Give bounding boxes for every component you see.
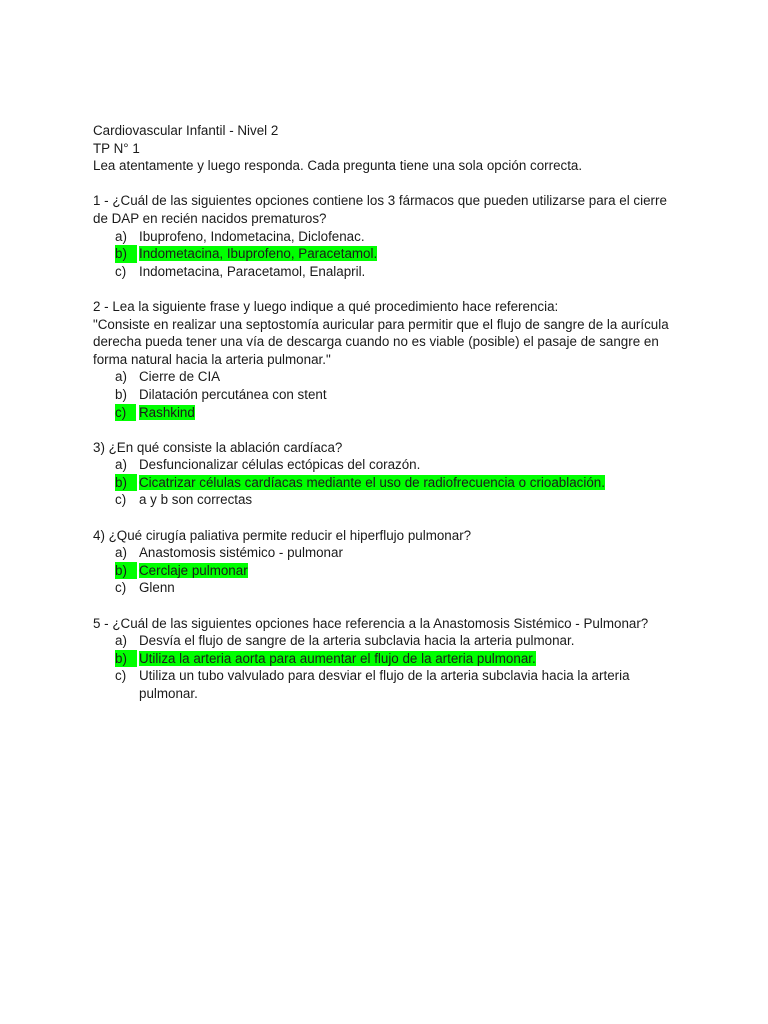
option-c-correct: c) Rashkind [115, 404, 195, 420]
options-list [93, 544, 673, 597]
option-a: a) Desvía el flujo de sangre de la arteria subclavia hacia la arteria pulmonar. [115, 633, 575, 649]
option-c: c) Indometacina, Paracetamol, Enalapril. [115, 263, 366, 279]
question-quote: "Consiste en realizar una septostomía auricular para permitir que el flujo de sangre de la aurícula derecha pueda tener una vía de descarga cuando no es viable (posible) el pasaje de sangre en forma natural hacia la arteria pulmonar." [93, 316, 669, 367]
option-b-correct: b) Cicatrizar células cardíacas mediante el uso de radiofrecuencia o crioablación. [115, 474, 605, 490]
option-b-correct: b) Cerclaje pulmonar [115, 562, 248, 578]
option-c: c) a y b son correctas [115, 492, 253, 508]
question-prompt: 1 - ¿Cuál de las siguientes opciones contiene los 3 fármacos que pueden utilizarse para el cierre de DAP en recién nacidos prematuros? [93, 193, 667, 226]
question-1 [93, 192, 673, 280]
question-4 [93, 527, 673, 597]
spacer [93, 175, 673, 193]
options-list [93, 456, 673, 509]
spacer [93, 597, 673, 615]
question-prompt: 3) ¿En qué consiste la ablación cardíaca? [93, 439, 343, 455]
document-content [93, 122, 673, 703]
spacer [93, 280, 673, 298]
spacer [93, 421, 673, 439]
question-3 [93, 439, 673, 509]
instructions: Lea atentamente y luego responda. Cada pregunta tiene una sola opción correcta. [93, 158, 583, 174]
option-a: a) Ibuprofeno, Indometacina, Diclofenac. [115, 228, 365, 244]
question-prompt: 4) ¿Qué cirugía paliativa permite reducir el hiperflujo pulmonar? [93, 527, 472, 543]
option-a: a) Cierre de CIA [115, 369, 221, 385]
option-c: c) Utiliza un tubo valvulado para desviar el flujo de la arteria subclavia hacia la arteria pulmonar. [115, 668, 630, 701]
option-b: b) Dilatación percutánea con stent [115, 386, 327, 402]
question-prompt: 2 - Lea la siguiente frase y luego indique a qué procedimiento hace referencia: [93, 298, 559, 314]
options-list [93, 368, 673, 421]
options-list [93, 228, 673, 281]
option-c: c) Glenn [115, 580, 175, 596]
course-title: Cardiovascular Infantil - Nivel 2 [93, 123, 279, 138]
spacer [93, 509, 673, 527]
tp-number: TP N° 1 [93, 140, 140, 156]
question-2 [93, 298, 673, 421]
option-b-correct: b) Indometacina, Ibuprofeno, Paracetamol. [115, 246, 378, 262]
option-a: a) Anastomosis sistémico - pulmonar [115, 545, 343, 561]
question-5 [93, 615, 673, 703]
option-b-correct: b) Utiliza la arteria aorta para aumentar el flujo de la arteria pulmonar. [115, 650, 536, 666]
question-prompt: 5 - ¿Cuál de las siguientes opciones hace referencia a la Anastomosis Sistémico - Pulmonar? [93, 615, 649, 631]
options-list [93, 632, 673, 702]
option-a: a) Desfuncionalizar células ectópicas del corazón. [115, 457, 421, 473]
